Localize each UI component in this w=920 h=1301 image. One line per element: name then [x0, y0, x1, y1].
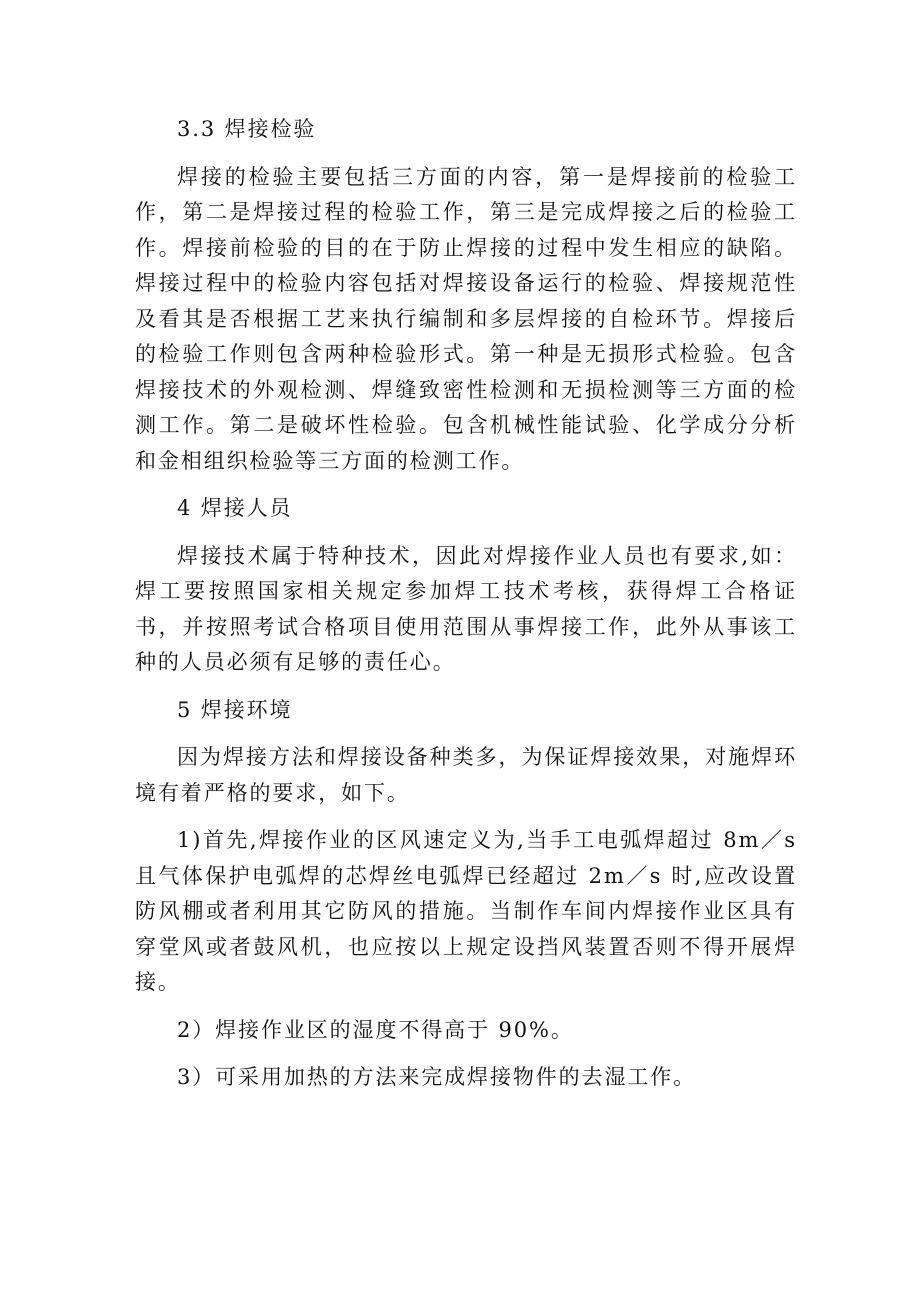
section-heading-5: 5 焊接环境	[177, 697, 293, 722]
document-body	[135, 112, 797, 1108]
section-5-item-2: 2）焊接作业区的湿度不得高于 90%。	[177, 1017, 574, 1042]
section-heading-4: 4 焊接人员	[177, 496, 293, 520]
section-heading-3-3: 3.3 焊接检验	[177, 117, 317, 141]
section-5-intro-paragraph: 因为焊接方法和焊接设备种类多，为保证焊接效果，对施焊环境有着严格的要求，如下。	[135, 745, 797, 805]
section-5-item-1: 1)首先,焊接作业的区风速定义为,当手工电弧焊超过 8m／s 且气体保护电弧焊的芯焊丝电弧焊已经超过 2m／s 时,应改设置防风棚或者利用其它防风的措施。当制作车间内焊接作业区具有穿堂风或者鼓风机，也应按以上规定设挡风装置否则不得开展焊接。	[135, 828, 797, 994]
section-4-paragraph: 焊接技术属于特种技术，因此对焊接作业人员也有要求,如：焊工要按照国家相关规定参加焊工技术考核，获得焊工合格证书，并按照考试合格项目使用范围从事焊接工作，此外从事该工种的人员必须有足够的责任心。	[135, 543, 797, 674]
section-3-3-paragraph: 焊接的检验主要包括三方面的内容，第一是焊接前的检验工作，第二是焊接过程的检验工作，第三是完成焊接之后的检验工作。焊接前检验的目的在于防止焊接的过程中发生相应的缺陷。焊接过程中的检验内容包括对焊接设备运行的检验、焊接规范性及看其是否根据工艺来执行编制和多层焊接的自检环节。焊接后的检验工作则包含两种检验形式。第一种是无损形式检验。包含焊接技术的外观检测、焊缝致密性检测和无损检测等三方面的检测工作。第二是破坏性检验。包含机械性能试验、化学成分分析和金相组织检验等三方面的检测工作。	[135, 164, 797, 473]
section-5-item-3: 3）可采用加热的方法来完成焊接物件的去湿工作。	[177, 1065, 697, 1089]
